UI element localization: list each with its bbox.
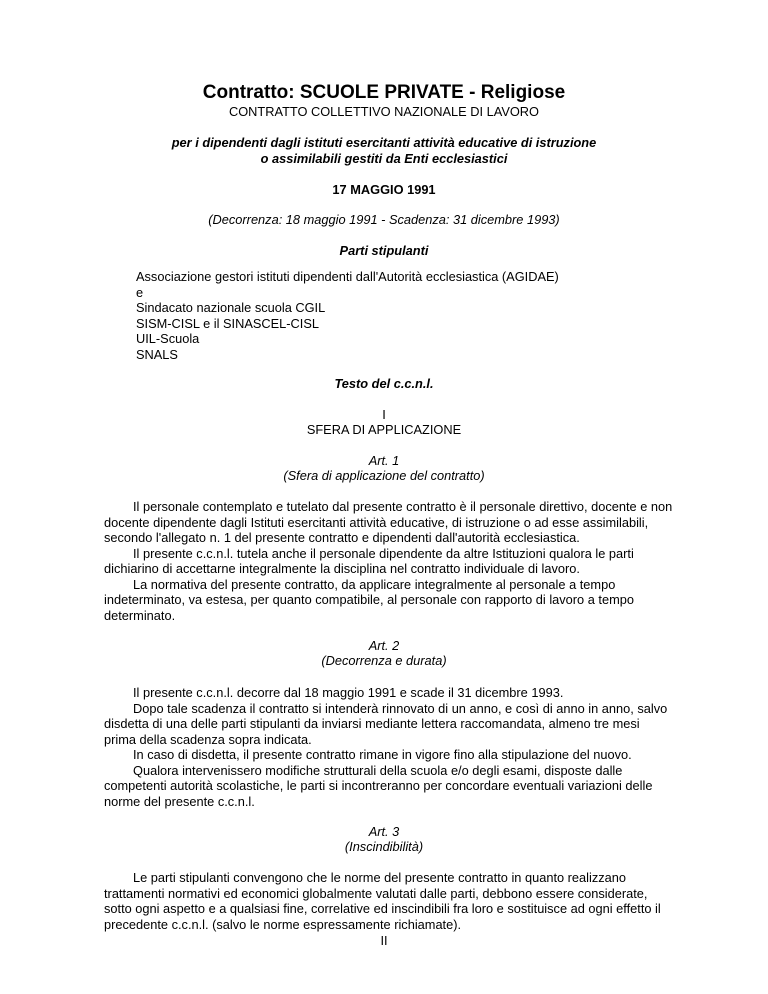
parties-heading: Parti stipulanti: [339, 243, 429, 258]
document-subtitle: CONTRATTO COLLETTIVO NAZIONALE DI LAVORO: [228, 104, 540, 119]
paragraph: Il personale contemplato e tutelato dal presente contratto è il personale direttivo, docente e non docente dipendente dagli Istituti esercitanti attività educative, di istruzione o ad esse assimilabili, secondo l'allegato n. 1 del presente contratto e dipendenti dall'autorità ecclesiastica.: [104, 499, 673, 545]
paragraph: In caso di disdetta, il presente contratto rimane in vigore fino alla stipulazione del nuovo.: [133, 747, 632, 762]
section-title: SFERA DI APPLICAZIONE: [306, 422, 462, 437]
article-title: (Sfera di applicazione del contratto): [283, 468, 485, 483]
scope-line-1: per i dipendenti dagli istituti esercitanti attività educative di istruzione: [171, 135, 597, 150]
article-body: [104, 499, 674, 623]
party-item: SNALS: [136, 346, 178, 362]
article-title: (Decorrenza e durata): [321, 653, 447, 668]
party-item: SISM-CISL e il SINASCEL-CISL: [136, 315, 319, 331]
party-item: UIL-Scuola: [136, 331, 200, 346]
party-item: e: [136, 284, 144, 300]
party-item: Associazione gestori istituti dipendenti dall'Autorità ecclesiastica (AGIDAE): [136, 269, 559, 284]
parties-list: [136, 269, 559, 362]
party-item: Sindacato nazionale scuola CGIL: [136, 300, 326, 315]
paragraph: Dopo tale scadenza il contratto si intenderà rinnovato di un anno, e così di anno in anno, salvo disdetta di una delle parti stipulanti da inviarsi mediante lettera raccomandata, almeno tre mesi prima della scadenza sopra indicata.: [104, 700, 668, 747]
paragraph: La normativa del presente contratto, da applicare integralmente al personale a tempo indeterminato, va estesa, per quanto compatibile, al personale con rapporto di lavoro a tempo determinato.: [104, 576, 634, 623]
article-title: (Inscindibilità): [344, 839, 424, 854]
article-body: [104, 870, 674, 932]
article-number: Art. 3: [368, 824, 400, 839]
paragraph: Qualora intervenissero modifiche strutturali della scuola e/o degli esami, disposte dalle competenti autorità scolastiche, le parti si incontreranno per concordare eventuali variazioni delle norme del presente c.c.n.l.: [104, 762, 653, 809]
document-title: Contratto: SCUOLE PRIVATE - Religiose: [202, 82, 566, 103]
article-body: [104, 685, 674, 809]
page-number: II: [380, 933, 388, 948]
section-number: I: [382, 407, 386, 422]
scope-line-2: o assimilabili gestiti da Enti ecclesiastici: [260, 151, 508, 166]
paragraph: Le parti stipulanti convengono che le norme del presente contratto in quanto realizzano trattamenti normativi ed economici globalmente valutati dalle parti, debbono essere considerate, sotto ogni aspetto e a qualsiasi fine, correlative ed inscindibili fra loro e sostituisce ad ogni effetto il precedente c.c.n.l. (salvo le norme espressamente richiamate).: [104, 870, 661, 932]
contract-date: 17 MAGGIO 1991: [332, 182, 436, 197]
validity-period: (Decorrenza: 18 maggio 1991 - Scadenza: 31 dicembre 1993): [208, 212, 560, 227]
paragraph: Il presente c.c.n.l. decorre dal 18 maggio 1991 e scade il 31 dicembre 1993.: [133, 685, 564, 700]
article-number: Art. 1: [368, 453, 400, 468]
paragraph: Il presente c.c.n.l. tutela anche il personale dipendente da altre Istituzioni qualora le parti dichiarino di accettarne integralmente la disciplina nel contratto individuale di lavoro.: [104, 545, 634, 576]
article-number: Art. 2: [368, 638, 400, 653]
text-heading: Testo del c.c.n.l.: [334, 376, 434, 391]
